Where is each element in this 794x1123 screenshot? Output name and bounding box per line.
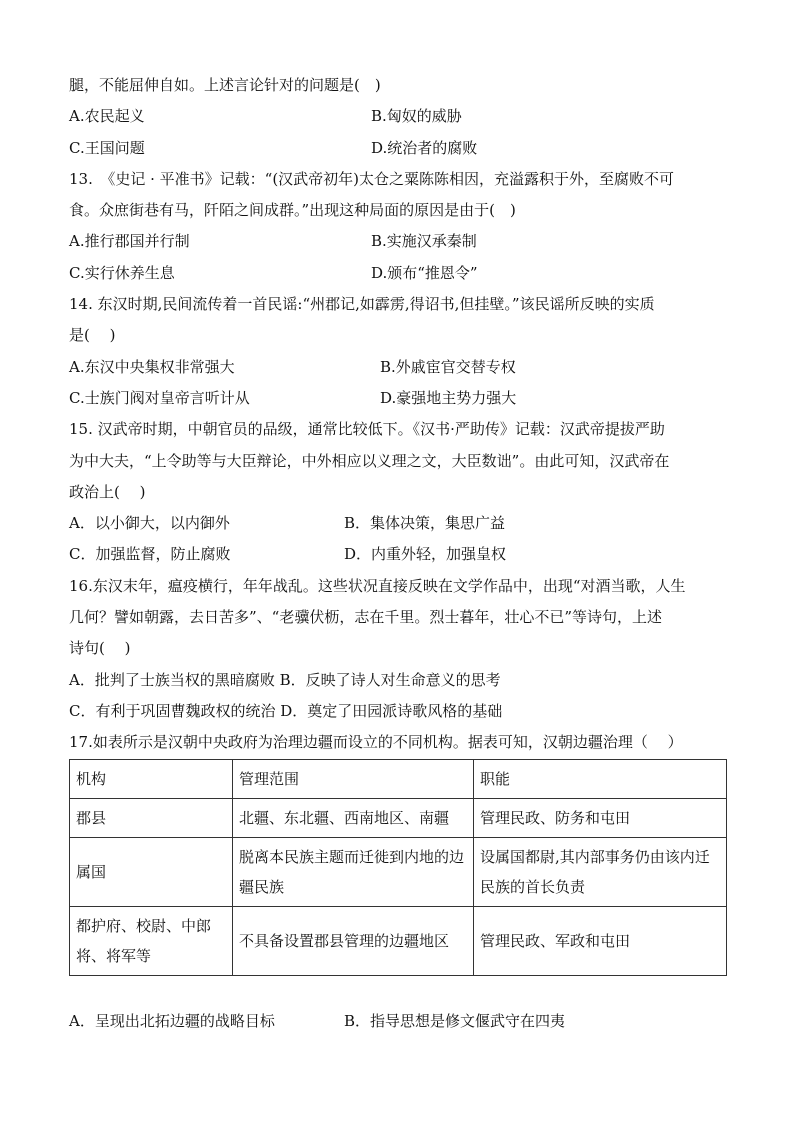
- q12-options-row-2: [69, 133, 729, 164]
- q17-option-b[interactable]: B．指导思想是修文偃武守在四夷: [344, 1011, 566, 1030]
- table-cell: 管理民政、军政和屯田: [474, 906, 727, 975]
- q12-option-d[interactable]: D.统治者的腐败: [371, 138, 478, 157]
- q12-option-b[interactable]: B.匈奴的威胁: [371, 107, 462, 126]
- q14-option-b[interactable]: B.外戚宦官交替专权: [380, 357, 516, 376]
- q17-options-row-1: [69, 1006, 729, 1037]
- q15-options-row-2: [69, 539, 729, 570]
- q15-option-d[interactable]: D．内重外轻，加强皇权: [344, 545, 507, 564]
- q13-option-c[interactable]: C.实行休养生息: [69, 263, 175, 282]
- table-row: [70, 906, 727, 975]
- q13-options-row-2: [69, 258, 729, 289]
- q17-option-a[interactable]: A．呈现出北拓边疆的战略目标: [69, 1011, 275, 1030]
- q13-option-b[interactable]: B.实施汉承秦制: [371, 232, 477, 251]
- q15-stem-line-3: 政治上( ): [69, 482, 146, 501]
- q13-option-a[interactable]: A.推行郡国并行制: [69, 232, 190, 251]
- q16-stem-line-2: 几何？譬如朝露，去日苦多”、“老骥伏枥，志在千里。烈士暮年，壮心不已”等诗句，上述: [69, 608, 663, 627]
- q15-stem-line-1: 15. 汉武帝时期，中朝官员的品级，通常比较低下。《汉书·严助传》记载：汉武帝提拔严助: [69, 420, 665, 439]
- table-row: [70, 837, 727, 906]
- table-cell: 设属国都尉,其内部事务仍由该内迁民族的首长负责: [474, 837, 727, 906]
- q12-stem-tail: 腿，不能屈伸自如。上述言论针对的问题是( ): [69, 76, 381, 94]
- q14-option-a[interactable]: A.东汉中央集权非常强大: [69, 357, 235, 376]
- q16-options-row-1[interactable]: A．批判了士族当权的黑暗腐败 B．反映了诗人对生命意义的思考: [69, 670, 501, 689]
- table-cell: 都护府、校尉、中郎将、将军等: [70, 906, 233, 975]
- table-cell: 脱离本民族主题而迁徙到内地的边疆民族: [233, 837, 474, 906]
- q17-table: [69, 759, 727, 976]
- q13-options-row-1: [69, 226, 729, 257]
- q15-stem-line-2: 为中大夫，“上令助等与大臣辩论，中外相应以义理之文，大臣数诎”。由此可知，汉武帝在: [69, 451, 670, 470]
- q13-stem-line-2: 食。众庶街巷有马，阡陌之间成群。”出现这种局面的原因是由于( ): [69, 201, 516, 220]
- table-row: [70, 798, 727, 837]
- q16-stem-line-1: 16.东汉末年，瘟疫横行，年年战乱。这些状况直接反映在文学作品中，出现“对酒当歌，人生: [69, 576, 686, 595]
- table-header-row: [70, 759, 727, 798]
- q12-options-row-1: [69, 101, 729, 132]
- table-cell: 北疆、东北疆、西南地区、南疆: [233, 798, 474, 837]
- q12-option-a[interactable]: A.农民起义: [69, 107, 145, 126]
- q14-stem-line-1: 14. 东汉时期,民间流传着一首民谣:“州郡记,如霹雳,得诏书,但挂壁。”该民谣所反映的实质: [69, 295, 655, 314]
- table-cell: 不具备设置郡县管理的边疆地区: [233, 906, 474, 975]
- q16-options-row-2[interactable]: C．有利于巩固曹魏政权的统治 D．奠定了田园派诗歌风格的基础: [69, 701, 503, 720]
- q14-options-row-2: [69, 383, 729, 414]
- table-header-cell: 机构: [70, 759, 233, 798]
- table-cell: 属国: [70, 837, 233, 906]
- q14-stem-line-2: 是( ): [69, 326, 116, 345]
- q14-option-d[interactable]: D.豪强地主势力强大: [380, 388, 517, 407]
- table-cell: 郡县: [70, 798, 233, 837]
- q17-stem: 17.如表所示是汉朝中央政府为治理边疆而设立的不同机构。据表可知，汉朝边疆治理（ ）: [69, 733, 683, 752]
- table-header-cell: 职能: [474, 759, 727, 798]
- q16-stem-line-3: 诗句( ): [69, 639, 131, 658]
- exam-page: [69, 70, 729, 1037]
- q13-stem-line-1: 13. 《史记 · 平准书》记载：“(汉武帝初年)太仓之粟陈陈相因，充溢露积于外，至腐败不可: [69, 169, 675, 188]
- q13-option-d[interactable]: D.颁布“推恩令”: [371, 263, 478, 282]
- q14-option-c[interactable]: C.士族门阀对皇帝言听计从: [69, 388, 250, 407]
- q15-options-row-1: [69, 508, 729, 539]
- q15-option-b[interactable]: B．集体决策，集思广益: [344, 514, 506, 533]
- table-header-cell: 管理范围: [233, 759, 474, 798]
- q12-option-c[interactable]: C.王国问题: [69, 138, 145, 157]
- q14-options-row-1: [69, 352, 729, 383]
- q15-option-c[interactable]: C．加强监督，防止腐败: [69, 545, 231, 564]
- table-cell: 管理民政、防务和屯田: [474, 798, 727, 837]
- q15-option-a[interactable]: A．以小御大，以内御外: [69, 514, 230, 533]
